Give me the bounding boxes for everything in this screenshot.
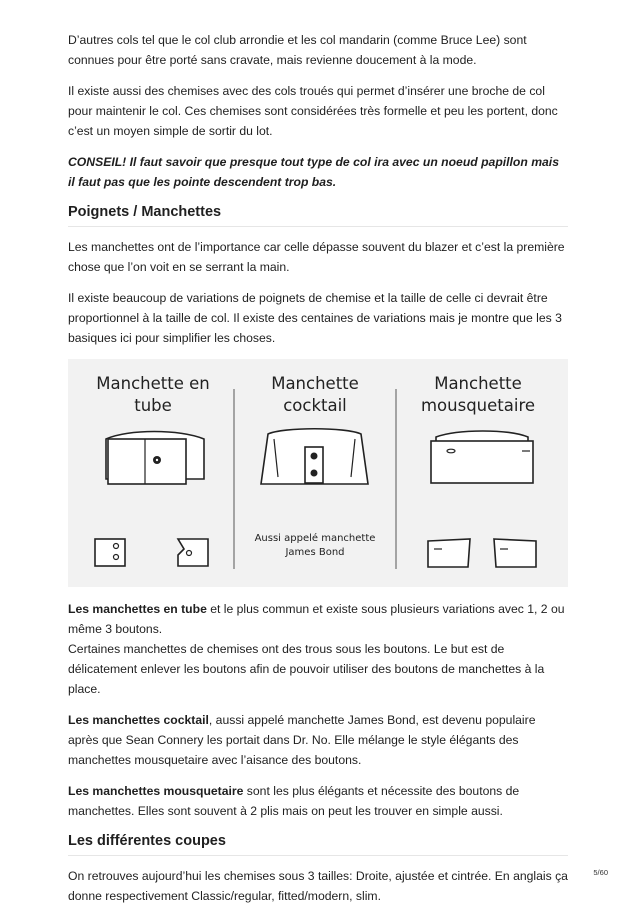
cocktail-cuffs-bold: Les manchettes cocktail bbox=[68, 713, 209, 727]
paragraph-tube-cuffs bbox=[68, 599, 568, 699]
mousquetaire-cuff-drawing bbox=[431, 431, 533, 483]
mousquetaire-cuffs-bold: Les manchettes mousquetaire bbox=[68, 784, 244, 798]
paragraph-cuts: On retrouves aujourd’hui les chemises sous 3 tailles: Droite, ajustée et cintrée. En anglais ça donne respectivement Classic/regular, fitted/modern, slim. bbox=[68, 869, 568, 903]
tube-title-line2: tube bbox=[134, 396, 172, 415]
mousquetaire-cuffs-text: sont les plus élégants et nécessite des boutons de manchettes. Elles sont souvent à 2 plis mais on peut les trouver en simple aussi. bbox=[68, 784, 520, 818]
cuff-types-illustration bbox=[68, 359, 568, 587]
document-page bbox=[68, 30, 568, 917]
cuff-diagram-svg bbox=[68, 359, 568, 587]
section-heading-cuffs: Poignets / Manchettes bbox=[68, 204, 568, 227]
tube-title-line1: Manchette en bbox=[96, 374, 210, 393]
paragraph-collar-holes: Il existe aussi des chemises avec des cols troués qui permet d’insérer une broche de col pour maintenir le col. Ces chemises sont considérées très formelle et peu les portent, donc c’est un moyen simple de sortir du lot. bbox=[68, 84, 558, 138]
tube-cuff-flat-2 bbox=[178, 539, 208, 566]
tube-cuffs-text: et le plus commun et existe sous plusieurs variations avec 1, 2 ou même 3 boutons. bbox=[68, 602, 565, 636]
paragraph-collars-other: D’autres cols tel que le col club arrondie et les col mandarin (comme Bruce Lee) sont connues pour être porté sans cravate, mais revienne doucement à la mode. bbox=[68, 33, 527, 67]
tip-paragraph: CONSEIL! Il faut savoir que presque tout type de col ira avec un noeud papillon mais il faut pas que les pointe descendent trop bas. bbox=[68, 155, 559, 189]
tube-cuffs-bold: Les manchettes en tube bbox=[68, 602, 207, 616]
cocktail-title-line1: Manchette bbox=[271, 374, 359, 393]
cocktail-note-line2: James Bond bbox=[285, 547, 345, 558]
paragraph-cuffs-variations: Il existe beaucoup de variations de poignets de chemise et la taille de celle ci devrait être proportionnel à la taille de col. Il existe des centaines de variations mais je montre que les 3 basiques ici pour simplifier les choses. bbox=[68, 291, 562, 345]
page-number: 5/60 bbox=[593, 868, 608, 877]
paragraph-cocktail-cuffs bbox=[68, 710, 568, 770]
mousquetaire-title-line1: Manchette bbox=[434, 374, 522, 393]
tube-cuff-drawing bbox=[106, 432, 204, 485]
cocktail-cuff-drawing bbox=[261, 429, 368, 484]
section-heading-cuts: Les différentes coupes bbox=[68, 833, 568, 856]
mousquetaire-cuff-flat-1 bbox=[428, 539, 470, 567]
mousquetaire-title-line2: mousquetaire bbox=[420, 396, 536, 415]
tube-cuff-flat-1 bbox=[95, 539, 125, 566]
cocktail-cuffs-text: , aussi appelé manchette James Bond, est devenu populaire après que Sean Connery les portait dans Dr. No. Elle mélange le style élégants des manchettes mousquetaire avec l’aisance des boutons. bbox=[68, 713, 536, 767]
paragraph-mousquetaire-cuffs bbox=[68, 781, 568, 821]
mousquetaire-cuff-flat-2 bbox=[494, 539, 536, 567]
paragraph-cuffs-importance: Les manchettes ont de l’importance car celle dépasse souvent du blazer et c’est la première chose que l’on voit en se serrant la main. bbox=[68, 240, 565, 274]
cocktail-title-line2: cocktail bbox=[283, 396, 347, 415]
cocktail-note-line1: Aussi appelé manchette bbox=[254, 533, 376, 544]
tube-cuffs-text2: Certaines manchettes de chemises ont des trous sous les boutons. Le but est de délicatement enlever les boutons afin de pouvoir utiliser des boutons de manchettes à la place. bbox=[68, 642, 545, 696]
